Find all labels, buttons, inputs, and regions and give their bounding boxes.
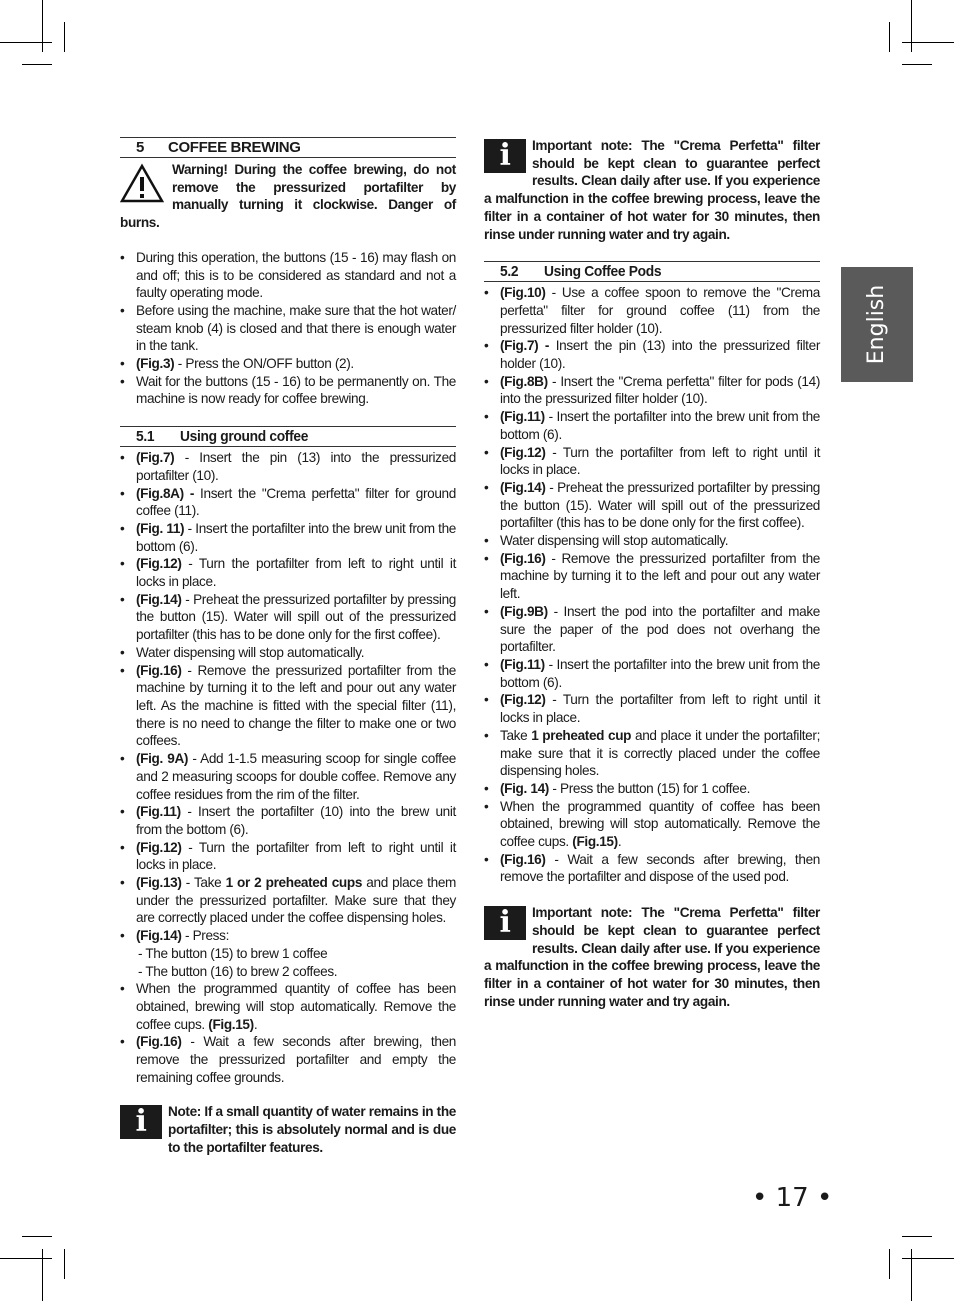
list-item [120, 1033, 456, 1086]
crop-mark [902, 1236, 932, 1237]
list-item [120, 803, 456, 838]
bullet-icon: • [120, 520, 125, 536]
list-item [120, 874, 456, 927]
list-item [120, 449, 456, 484]
list-item [484, 337, 820, 372]
crop-mark [911, 1249, 912, 1301]
bullet-icon: • [484, 603, 489, 619]
bullet-icon: • [120, 356, 125, 372]
list-item-text: Take [500, 727, 532, 743]
list-item [120, 750, 456, 803]
list-item-text: - Insert the portafilter into the brew unit from the bottom (6). [500, 656, 820, 690]
list-item [484, 656, 820, 691]
bullet-icon: • [120, 450, 125, 466]
section-title: Using Coffee Pods [543, 263, 662, 281]
list-item [120, 520, 456, 555]
list-item [120, 927, 456, 945]
bullet-icon: • [120, 591, 125, 607]
list-item-text: - Insert the portafilter into the brew unit from the bottom (6). [136, 520, 456, 554]
fig-reference: (Fig.16) [500, 550, 546, 566]
list-item [484, 373, 820, 408]
fig-reference: (Fig.3) [136, 356, 175, 372]
fig-reference: (Fig.16) [136, 662, 182, 678]
fig-reference: (Fig.9B) [500, 603, 548, 619]
list-item [120, 355, 456, 373]
section-heading-5 [120, 137, 456, 158]
bullet-icon: • [484, 727, 489, 743]
warning-box [120, 161, 456, 232]
bullet-icon: • [484, 798, 489, 814]
list-item-text: - Insert the "Crema perfetta" filter for pods (14) into the pressurized filter holder (10). [500, 373, 820, 407]
section-title: COFFEE BREWING [168, 139, 301, 156]
important-note-text: Important note: The "Crema Perfetta" filter should be kept clean to guarantee perfect results. Clean daily after use. If you experience a malfunction in the coffee brewing process, leave the filter in a container of hot water for 30 minutes, then rinse under running water and try again. [484, 138, 820, 242]
list-item-text: Insert the pin (13) into the pressurized filter holder (10). [500, 338, 820, 372]
list-item-text: When the programmed quantity of coffee has been obtained, brewing will stop automatically. Remove the coffee cups. [136, 981, 456, 1032]
fig-reference: (Fig.7) - [500, 338, 550, 354]
list-item [484, 798, 820, 851]
list-item-text: Wait for the buttons (15 - 16) to be permanently on. The machine is now ready for coffee brewing. [136, 373, 456, 407]
list-item-text: Water dispensing will stop automatically. [136, 644, 365, 660]
list-item-text: Before using the machine, make sure that the hot water/ steam knob (4) is closed and that there is enough water in the tank. [136, 302, 456, 354]
bullet-icon: • [484, 656, 489, 672]
list-item-text: - Press: [181, 928, 230, 944]
fig-reference: (Fig.12) [500, 444, 546, 460]
crop-mark [902, 1258, 954, 1259]
bullet-icon: • [484, 533, 489, 549]
ground-coffee-steps [120, 449, 456, 945]
fig-reference: (Fig.16) [500, 851, 546, 867]
fig-reference: (Fig.11) [136, 804, 181, 820]
fig-reference: (Fig.14) [136, 928, 182, 944]
crop-mark [0, 1258, 52, 1259]
fig-reference: (Fig. 14) [500, 780, 549, 796]
bullet-icon: • [120, 804, 125, 820]
list-item-text: - Insert the pin (13) into the pressurized portafilter (10). [136, 450, 456, 483]
list-item-text: and place it under the portafilter; make sure that it is correctly placed under the coffee dispensing holes. [500, 727, 820, 779]
list-item [120, 485, 456, 520]
list-item [120, 839, 456, 874]
fig-reference: (Fig.10) [500, 285, 546, 301]
list-item [120, 302, 456, 355]
bullet-icon: • [484, 444, 489, 460]
list-item-text: - Turn the portafilter from left to right until it locks in place. [136, 839, 456, 873]
list-item-text: - Press the ON/OFF button (2). [174, 356, 354, 372]
important-note-text: Important note: The "Crema Perfetta" filter should be kept clean to guarantee perfect results. Clean daily after use. If you experience a malfunction in the coffee brewing process, leave the filter in a container of hot water for 30 minutes, then rinse under running water and try again. [484, 905, 820, 1009]
bullet-icon: • [120, 981, 125, 997]
fig-reference: (Fig.12) [136, 556, 182, 572]
list-item-text: During this operation, the buttons (15 - 16) may flash on and off; this is to be considered as standard and not a faulty operating mode. [136, 249, 456, 301]
list-item [484, 408, 820, 443]
bullet-icon: • [484, 338, 489, 354]
bullet-icon: • [120, 839, 125, 855]
info-icon: i [120, 1105, 162, 1139]
bullet-icon: • [484, 780, 489, 796]
list-item-text: - Turn the portafilter from left to right until it locks in place. [500, 444, 820, 478]
list-item-text: . [253, 1016, 258, 1032]
section-heading-5-2 [484, 261, 820, 282]
list-item-text: - Preheat the pressurized portafilter by pressing the button (15). Water will spill out of the pressurized portafilter (this has to be done only for the first coffee). [500, 479, 820, 531]
language-tab [841, 267, 913, 382]
list-item-text: - Insert the portafilter into the brew unit from the bottom (6). [500, 409, 820, 442]
list-item-text: - Use a coffee spoon to remove the "Crema perfetta" filter for ground coffee (11) from the pressurized filter holder (10). [500, 285, 820, 336]
bullet-icon: • [120, 249, 125, 265]
bullet-icon: • [484, 373, 489, 389]
list-item-text: Water dispensing will stop automatically. [500, 533, 729, 549]
bullet-icon: • [120, 928, 125, 944]
fig-reference: (Fig.11) [500, 656, 545, 672]
important-note-2 [484, 904, 820, 1010]
list-item [120, 591, 456, 644]
page-number: • 17 • [752, 1183, 833, 1213]
info-icon: i [484, 139, 526, 173]
crop-mark [0, 42, 52, 43]
list-item [484, 532, 820, 550]
bullet-icon: • [120, 644, 125, 660]
important-note-1 [484, 137, 820, 243]
list-item-text: - Add 1-1.5 measuring scoop for single coffee and 2 measuring scoops for double coffee. Remove any coffee residues from the rim of the filter. [136, 751, 456, 802]
bullet-icon: • [484, 851, 489, 867]
list-item [484, 780, 820, 798]
sub-item: - The button (16) to brew 2 coffees. [138, 963, 338, 979]
bullet-icon: • [484, 479, 489, 495]
section-number: 5.1 [136, 428, 155, 446]
fig-reference: (Fig.15) [208, 1016, 254, 1032]
bullet-icon: • [120, 556, 125, 572]
info-note-text: Note: If a small quantity of water remains in the portafilter; this is absolutely normal and is due to the portafilter features. [168, 1104, 457, 1155]
list-item [484, 691, 820, 726]
bullet-icon: • [120, 875, 125, 891]
list-item-text: - Wait a few seconds after brewing, then remove the pressurized portafilter and empty the remaining coffee grounds. [136, 1034, 456, 1085]
fig-reference: (Fig.15) [572, 834, 618, 850]
crop-mark [22, 1236, 52, 1237]
list-item-text: . [617, 834, 622, 850]
ground-coffee-steps-cont [120, 980, 456, 1086]
fig-reference: (Fig.8B) [500, 373, 548, 389]
crop-mark [902, 42, 954, 43]
fig-reference: (Fig.12) [500, 692, 546, 708]
list-item-text: - Press the button (15) for 1 coffee. [548, 780, 751, 796]
right-column [484, 137, 820, 1010]
list-item [120, 555, 456, 590]
fig-reference: (Fig. 9A) [136, 751, 189, 767]
crop-mark [42, 1249, 43, 1301]
list-item-text: - Preheat the pressurized portafilter by pressing the button (15). Water will spill out of the pressurized portafilter (this has to be done only for the first coffee). [136, 591, 456, 643]
list-item-text: and place them under the pressurized portafilter. Make sure that they are correctly placed under the coffee dispensing holes. [136, 875, 457, 926]
fig-reference: (Fig.8A) - [136, 485, 195, 501]
list-item [120, 980, 456, 1033]
crop-mark [889, 1249, 890, 1279]
list-item [484, 550, 820, 603]
list-item [484, 851, 820, 886]
crop-mark [889, 22, 890, 52]
bullet-icon: • [120, 662, 125, 678]
list-item [120, 373, 456, 408]
bullet-icon: • [120, 373, 125, 389]
list-item-text: - Remove the pressurized portafilter from the machine by turning it to the left and pour out any water left. [500, 550, 820, 602]
crop-mark [22, 64, 52, 65]
crop-mark [42, 0, 43, 52]
list-item-text: - Wait a few seconds after brewing, then remove the portafilter and dispose of the used pod. [500, 851, 820, 885]
fig-reference: (Fig.7) [136, 450, 175, 466]
fig-reference: (Fig.13) [136, 875, 182, 891]
bullet-icon: • [120, 485, 125, 501]
sub-item: - The button (15) to brew 1 coffee [138, 945, 328, 961]
crop-mark [64, 1249, 65, 1279]
press-options [120, 945, 456, 980]
bullet-icon: • [484, 550, 489, 566]
fig-reference: (Fig.11) [500, 409, 545, 425]
list-item-text: - Remove the pressurized portafilter from the machine by turning it to the left and pour out any water left. As the machine is fitted with the special filter (11), there is no need to change the filter to make one or two coffees. [136, 662, 456, 749]
list-item [484, 444, 820, 479]
section-heading-5-1 [120, 426, 456, 447]
fig-reference: (Fig.14) [136, 591, 182, 607]
language-tab-label: English [864, 284, 890, 365]
crop-mark [911, 0, 912, 52]
list-item [484, 284, 820, 337]
fig-reference: (Fig.16) [136, 1034, 182, 1050]
bullet-icon: • [484, 692, 489, 708]
list-item-text: When the programmed quantity of coffee has been obtained, brewing will stop automatically. Remove the coffee cups. [500, 798, 820, 850]
list-item-text: - Turn the portafilter from left to right until it locks in place. [136, 556, 456, 590]
list-item [120, 249, 456, 302]
list-item-text: - Insert the pod into the portafilter and make sure the paper of the pod does not overhang the portafilter. [500, 603, 820, 655]
list-item-text: Insert the "Crema perfetta" filter for ground coffee (11). [136, 485, 456, 519]
coffee-pods-steps [484, 284, 820, 886]
list-item-text: - Insert the portafilter (10) into the brew unit from the bottom (6). [136, 804, 456, 837]
section-number: 5 [136, 139, 144, 156]
list-item-text: - Take [181, 875, 226, 891]
info-icon: i [484, 906, 526, 940]
bullet-icon: • [484, 409, 489, 425]
fig-reference: 1 or 2 preheated cups [225, 875, 363, 891]
left-column [120, 137, 456, 1157]
list-item [484, 727, 820, 780]
bullet-icon: • [120, 751, 125, 767]
fig-reference: (Fig.14) [500, 479, 546, 495]
intro-bullets [120, 249, 456, 408]
info-note [120, 1103, 456, 1156]
list-item-text: - Turn the portafilter from left to right until it locks in place. [500, 692, 820, 726]
crop-mark [64, 22, 65, 52]
bullet-icon: • [120, 1034, 125, 1050]
bullet-icon: • [484, 285, 489, 301]
section-number: 5.2 [500, 263, 519, 281]
list-item [120, 662, 456, 751]
list-item [484, 603, 820, 656]
fig-reference: (Fig.12) [136, 839, 182, 855]
list-item [484, 479, 820, 532]
warning-triangle-icon [120, 163, 164, 203]
fig-reference: (Fig. 11) [136, 520, 185, 536]
list-item [120, 644, 456, 662]
fig-reference: 1 preheated cup [531, 727, 632, 743]
crop-mark [902, 64, 932, 65]
warning-text: Warning! During the coffee brewing, do not remove the pressurized portafilter by manually turning it clockwise. Danger of burns. [120, 162, 456, 231]
section-title: Using ground coffee [179, 428, 308, 446]
bullet-icon: • [120, 302, 125, 318]
